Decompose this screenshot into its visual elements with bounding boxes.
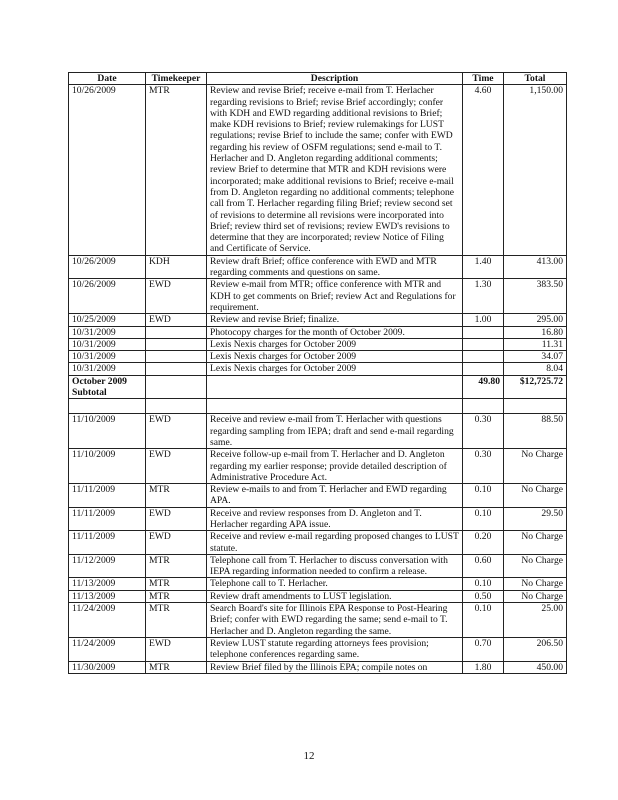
row-time: 1.80	[463, 661, 504, 673]
row-date: 10/31/2009	[69, 338, 146, 350]
row-total: No Charge	[504, 590, 567, 602]
row-description: Review e-mails to and from T. Herlacher and EWD regarding APA.	[207, 484, 463, 508]
billing-table	[68, 72, 567, 674]
row-timekeeper	[146, 326, 207, 338]
row-total: 88.50	[504, 414, 567, 449]
row-timekeeper: MTR	[146, 603, 207, 638]
row-description: Photocopy charges for the month of October 2009.	[207, 326, 463, 338]
table-row	[69, 314, 567, 326]
table-row	[69, 414, 567, 449]
row-total: 11.31	[504, 338, 567, 350]
row-timekeeper: EWD	[146, 279, 207, 314]
row-date: 10/26/2009	[69, 255, 146, 279]
table-row	[69, 85, 567, 255]
row-date: 10/25/2009	[69, 314, 146, 326]
row-timekeeper: MTR	[146, 578, 207, 590]
row-total: No Charge	[504, 531, 567, 555]
row-date: 11/10/2009	[69, 449, 146, 484]
row-time: 0.70	[463, 637, 504, 661]
row-timekeeper: MTR	[146, 590, 207, 602]
row-time: 0.10	[463, 578, 504, 590]
header-row	[69, 73, 567, 85]
row-time: 0.60	[463, 554, 504, 578]
row-description: Telephone call to T. Herlacher.	[207, 578, 463, 590]
row-total: 25.00	[504, 603, 567, 638]
row-timekeeper: EWD	[146, 449, 207, 484]
row-time: 0.30	[463, 414, 504, 449]
row-date: 11/24/2009	[69, 603, 146, 638]
row-timekeeper: MTR	[146, 85, 207, 255]
row-description: Lexis Nexis charges for October 2009	[207, 338, 463, 350]
row-description: Review draft amendments to LUST legislation.	[207, 590, 463, 602]
subtotal-total: $12,725.72	[504, 375, 567, 399]
row-time: 0.10	[463, 507, 504, 531]
header-description: Description	[207, 73, 463, 85]
row-date: 11/10/2009	[69, 414, 146, 449]
table-row	[69, 279, 567, 314]
row-total: No Charge	[504, 484, 567, 508]
row-time	[463, 351, 504, 363]
row-date: 10/26/2009	[69, 85, 146, 255]
row-date: 10/31/2009	[69, 363, 146, 375]
table-row	[69, 338, 567, 350]
row-description: Lexis Nexis charges for October 2009	[207, 363, 463, 375]
table-row	[69, 326, 567, 338]
row-timekeeper: EWD	[146, 531, 207, 555]
row-total: No Charge	[504, 449, 567, 484]
row-timekeeper	[146, 338, 207, 350]
table-row	[69, 484, 567, 508]
row-description: Review draft Brief; office conference with EWD and MTR regarding comments and questions on same.	[207, 255, 463, 279]
row-description: Telephone call from T. Herlacher to discuss conversation with IEPA regarding information needed to confirm a release.	[207, 554, 463, 578]
row-date: 11/13/2009	[69, 578, 146, 590]
header-date: Date	[69, 73, 146, 85]
table-row	[69, 449, 567, 484]
row-timekeeper	[146, 351, 207, 363]
row-date: 11/13/2009	[69, 590, 146, 602]
table-row	[69, 531, 567, 555]
row-timekeeper	[146, 363, 207, 375]
row-total: 450.00	[504, 661, 567, 673]
row-timekeeper: MTR	[146, 554, 207, 578]
page-number: 12	[303, 750, 315, 762]
row-time: 1.30	[463, 279, 504, 314]
row-date: 10/31/2009	[69, 351, 146, 363]
row-date: 11/24/2009	[69, 637, 146, 661]
row-total: 8.04	[504, 363, 567, 375]
row-time: 0.30	[463, 449, 504, 484]
table-row	[69, 351, 567, 363]
table-row	[69, 255, 567, 279]
row-description: Lexis Nexis charges for October 2009	[207, 351, 463, 363]
row-timekeeper: EWD	[146, 414, 207, 449]
billing-statement	[68, 72, 566, 674]
row-date: 10/26/2009	[69, 279, 146, 314]
row-time: 0.10	[463, 603, 504, 638]
row-time: 4.60	[463, 85, 504, 255]
row-description: Review e-mail from MTR; office conference with MTR and KDH to get comments on Brief; review Act and Regulations for requirement.	[207, 279, 463, 314]
row-total: 295.00	[504, 314, 567, 326]
table-row	[69, 578, 567, 590]
row-total: 206.50	[504, 637, 567, 661]
row-total: 34.07	[504, 351, 567, 363]
row-timekeeper: MTR	[146, 484, 207, 508]
header-timekeeper: Timekeeper	[146, 73, 207, 85]
row-timekeeper: EWD	[146, 314, 207, 326]
row-total: 413.00	[504, 255, 567, 279]
row-timekeeper: MTR	[146, 661, 207, 673]
row-description: Review Brief filed by the Illinois EPA; compile notes on	[207, 661, 463, 673]
row-timekeeper: KDH	[146, 255, 207, 279]
row-date: 11/12/2009	[69, 554, 146, 578]
row-time: 0.20	[463, 531, 504, 555]
row-date: 11/11/2009	[69, 484, 146, 508]
row-description: Receive and review e-mail from T. Herlacher with questions regarding sampling from IEPA; draft and send e-mail regarding same.	[207, 414, 463, 449]
table-row	[69, 603, 567, 638]
table-row	[69, 637, 567, 661]
row-timekeeper: EWD	[146, 507, 207, 531]
row-description: Receive and review responses from D. Angleton and T. Herlacher regarding APA issue.	[207, 507, 463, 531]
row-time: 1.00	[463, 314, 504, 326]
row-description: Receive and review e-mail regarding proposed changes to LUST statute.	[207, 531, 463, 555]
subtotal-label: October 2009 Subtotal	[69, 375, 146, 399]
row-time: 0.50	[463, 590, 504, 602]
spacer-row	[69, 399, 567, 414]
row-description: Review and revise Brief; receive e-mail from T. Herlacher regarding revisions to Brief; revise Brief accordingly; confer with KDH and EWD regarding additional revisions to Brief; make KDH revisions to Brief; review rulemakings for LUST regulations; revise Brief to include the same; confer with EWD regarding his review of OSFM regulations; send e-mail to T. Herlacher and D. Angleton regarding additional comments; review Brief to determine that MTR and KDH revisions were incorporated; make additional revisions to Brief; receive e-mail from D. Angleton regarding no additional comments; telephone call from T. Herlacher regarding filing Brief; review second set of revisions to determine all revisions were incorporated into Brief; review third set of revisions; review EWD's revisions to determine that they are incorporated; review Notice of Filing and Certificate of Service.	[207, 85, 463, 255]
table-row	[69, 661, 567, 673]
header-total: Total	[504, 73, 567, 85]
table-row	[69, 554, 567, 578]
row-time	[463, 363, 504, 375]
row-date: 10/31/2009	[69, 326, 146, 338]
row-description: Search Board's site for Illinois EPA Response to Post-Hearing Brief; confer with EWD regarding the same; send e-mail to T. Herlacher and D. Angleton regarding the same.	[207, 603, 463, 638]
row-timekeeper: EWD	[146, 637, 207, 661]
row-date: 11/30/2009	[69, 661, 146, 673]
row-date: 11/11/2009	[69, 531, 146, 555]
row-total: 383.50	[504, 279, 567, 314]
row-time	[463, 326, 504, 338]
row-description: Review and revise Brief; finalize.	[207, 314, 463, 326]
row-description: Review LUST statute regarding attorneys fees provision; telephone conferences regarding same.	[207, 637, 463, 661]
row-time	[463, 338, 504, 350]
row-total: 29.50	[504, 507, 567, 531]
row-total: 1,150.00	[504, 85, 567, 255]
row-date: 11/11/2009	[69, 507, 146, 531]
row-total: No Charge	[504, 554, 567, 578]
row-total: 16.80	[504, 326, 567, 338]
table-row	[69, 363, 567, 375]
subtotal-time: 49.80	[463, 375, 504, 399]
subtotal-row	[69, 375, 567, 399]
table-row	[69, 590, 567, 602]
row-description: Receive follow-up e-mail from T. Herlacher and D. Angleton regarding my earlier response; provide detailed description of Administrative Procedure Act.	[207, 449, 463, 484]
header-time: Time	[463, 73, 504, 85]
table-row	[69, 507, 567, 531]
row-total: No Charge	[504, 578, 567, 590]
row-time: 1.40	[463, 255, 504, 279]
row-time: 0.10	[463, 484, 504, 508]
